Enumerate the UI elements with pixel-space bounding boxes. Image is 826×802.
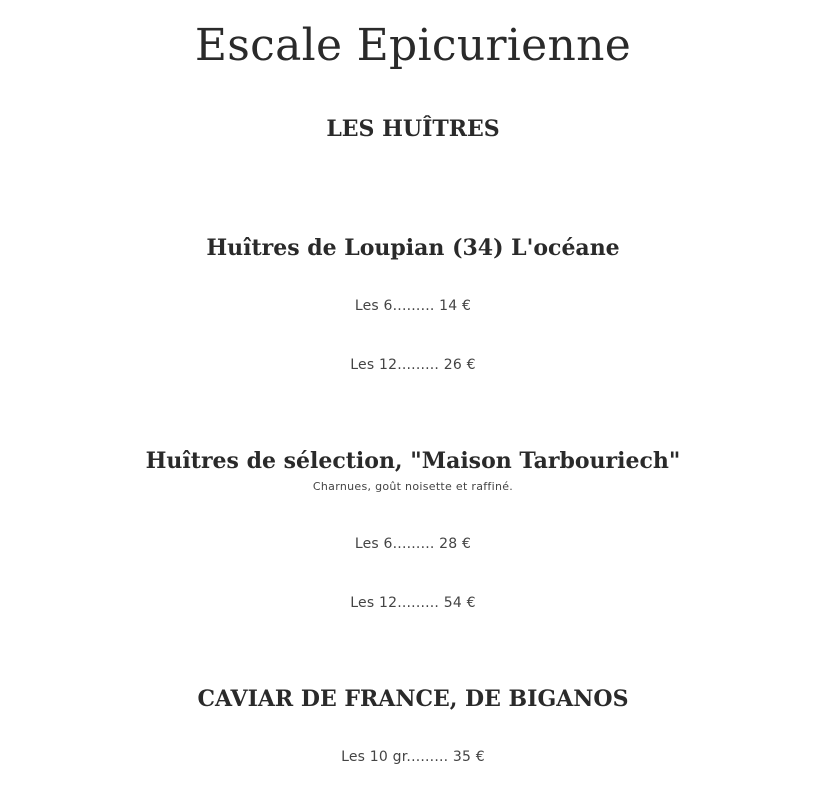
restaurant-name: Escale Epicurienne bbox=[194, 20, 632, 71]
menu-item-price: Les 10 gr......... 35 € bbox=[341, 749, 485, 765]
menu-item-title: Huîtres de Loupian (34) L'océane bbox=[206, 235, 620, 261]
menu-item-description: Charnues, goût noisette et raffiné. bbox=[312, 480, 514, 493]
section-title: LES HUÎTRES bbox=[326, 116, 500, 142]
menu-item-title: CAVIAR DE FRANCE, DE BIGANOS bbox=[197, 686, 629, 712]
menu-item-price: Les 12......... 26 € bbox=[350, 357, 476, 373]
menu-item-price: Les 12......... 54 € bbox=[350, 595, 476, 611]
menu-item-price: Les 6......... 14 € bbox=[354, 298, 472, 314]
menu-item-price: Les 6......... 28 € bbox=[354, 536, 472, 552]
menu-item-title: Huîtres de sélection, "Maison Tarbouriech" bbox=[145, 448, 681, 474]
